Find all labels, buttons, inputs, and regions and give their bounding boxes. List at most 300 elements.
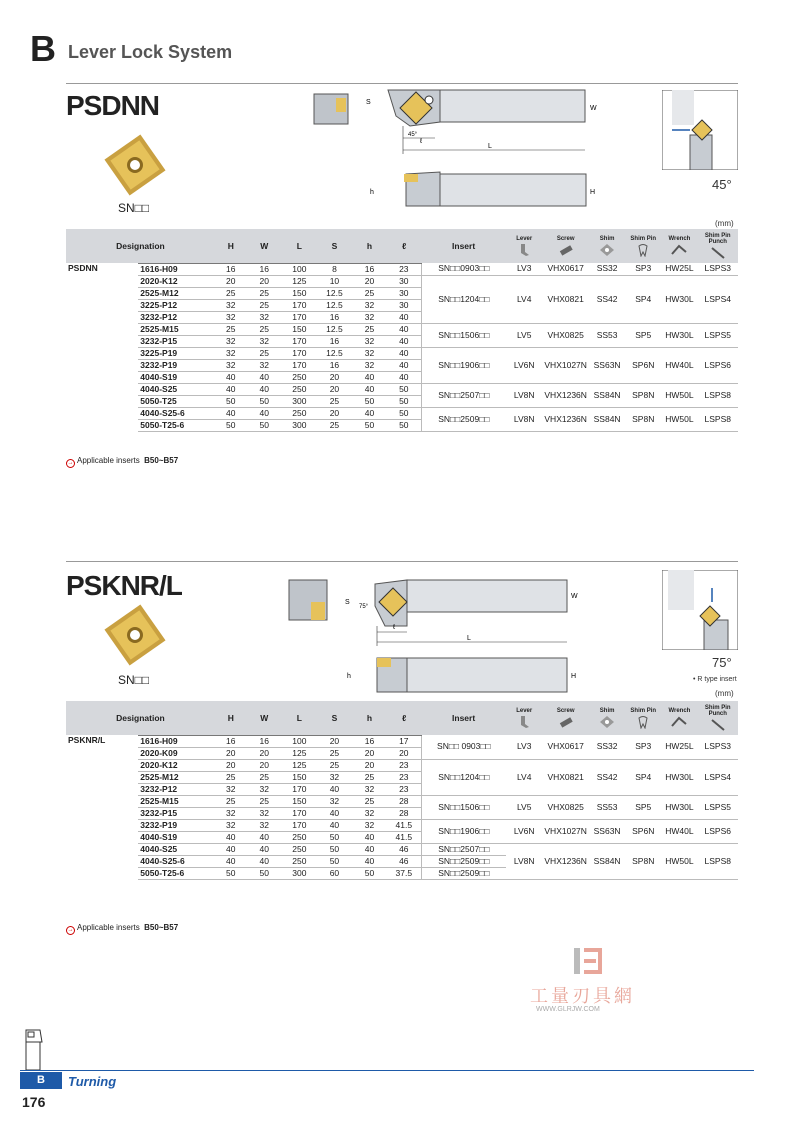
dim-h: 32 xyxy=(215,299,247,311)
dim-h: 32 xyxy=(352,335,387,347)
designation-code: 2525-M12 xyxy=(138,287,215,299)
dim-l: 170 xyxy=(282,359,317,371)
section-tab: B xyxy=(20,1072,62,1089)
designation-code: 1616-H09 xyxy=(138,735,215,747)
dim-s: 20 xyxy=(317,407,352,419)
insert-code: SN□□2507□□ xyxy=(421,843,506,855)
part-pin: SP8N xyxy=(625,383,661,407)
dim-s: S xyxy=(345,599,350,606)
col-l-upper: L xyxy=(282,229,317,263)
turning-tool-icon xyxy=(22,1028,46,1070)
dim-l: 300 xyxy=(282,395,317,407)
dim-h: h xyxy=(370,189,374,196)
spec-table-psdnn xyxy=(66,229,738,432)
part-screw: VHX0617 xyxy=(542,735,589,759)
dim-l: 28 xyxy=(387,807,421,819)
spec-table-psknr xyxy=(66,701,738,880)
col-w: W xyxy=(247,701,282,735)
dim-h: 40 xyxy=(352,855,387,867)
dim-s: 50 xyxy=(317,831,352,843)
dim-h: 40 xyxy=(215,371,247,383)
dim-h: 40 xyxy=(215,407,247,419)
dim-h: 32 xyxy=(215,311,247,323)
dim-h: 50 xyxy=(215,395,247,407)
dim-w: 20 xyxy=(247,747,282,759)
holder-drawing-psknr xyxy=(285,576,595,696)
section-title: Lever Lock System xyxy=(68,42,233,62)
dim-h: 40 xyxy=(352,831,387,843)
insert-image-psdnn xyxy=(100,130,170,200)
lever-icon xyxy=(516,243,532,257)
dim-s: 25 xyxy=(317,419,352,431)
part-pin: SP5 xyxy=(625,323,661,347)
col-insert: Insert xyxy=(421,701,506,735)
part-screw: VHX1027N xyxy=(542,347,589,383)
dim-h: 20 xyxy=(352,275,387,287)
dim-h: 32 xyxy=(352,311,387,323)
part-screw: VHX0821 xyxy=(542,759,589,795)
col-lever: Lever xyxy=(506,701,542,735)
dim-w: 40 xyxy=(247,371,282,383)
dim-l: L xyxy=(467,635,471,642)
part-punch: LSPS8 xyxy=(697,383,738,407)
dim-l: 30 xyxy=(387,299,421,311)
col-screw: Screw xyxy=(542,229,589,263)
designation-code: 4040-S19 xyxy=(138,371,215,383)
col-wrench: Wrench xyxy=(661,701,697,735)
product-title-psknr: PSKNR/L xyxy=(66,570,182,601)
dim-l: 125 xyxy=(282,759,317,771)
dim-s: 10 xyxy=(317,275,352,287)
dim-w: 32 xyxy=(247,359,282,371)
punch-icon xyxy=(710,718,726,732)
dim-h: 20 xyxy=(215,747,247,759)
part-lever: LV4 xyxy=(506,275,542,323)
designation-code: 4040-S19 xyxy=(138,831,215,843)
designation-code: 2525-M12 xyxy=(138,771,215,783)
dim-s: 25 xyxy=(317,747,352,759)
cutting-angle-diagram-psknr xyxy=(662,570,738,650)
part-wrench: HW25L xyxy=(661,263,697,275)
dim-h: 25 xyxy=(352,323,387,335)
dim-l: 46 xyxy=(387,843,421,855)
screw-icon xyxy=(558,243,574,257)
dim-h: 40 xyxy=(215,843,247,855)
dim-h: 40 xyxy=(352,371,387,383)
part-pin: SP6N xyxy=(625,819,661,843)
insert-label-psknr: SN□□ xyxy=(118,673,150,687)
designation-code: 3232-P19 xyxy=(138,819,215,831)
dim-h: 16 xyxy=(215,263,247,275)
table-row xyxy=(66,275,738,287)
dim-s: 50 xyxy=(317,843,352,855)
dim-l: 250 xyxy=(282,383,317,395)
part-wrench: HW50L xyxy=(661,407,697,431)
dim-l: 37.5 xyxy=(387,867,421,879)
series-name: PSDNN xyxy=(68,263,98,273)
dim-angle: 45° xyxy=(408,132,418,138)
designation-code: 2525-M15 xyxy=(138,795,215,807)
designation-code: 4040-S25 xyxy=(138,843,215,855)
dim-h: 32 xyxy=(352,819,387,831)
dim-hh: H xyxy=(590,189,596,196)
dim-s: 40 xyxy=(317,783,352,795)
dim-l: 40 xyxy=(387,311,421,323)
dim-w: 50 xyxy=(247,867,282,879)
part-pin: SP4 xyxy=(625,759,661,795)
dim-l: 50 xyxy=(387,407,421,419)
dim-w: 25 xyxy=(247,287,282,299)
dim-h: 20 xyxy=(215,275,247,287)
dim-h: 40 xyxy=(352,383,387,395)
dim-s: 20 xyxy=(317,371,352,383)
part-pin: SP4 xyxy=(625,275,661,323)
part-lever: LV3 xyxy=(506,735,542,759)
col-designation: Designation xyxy=(66,229,215,263)
dim-s: 12.5 xyxy=(317,323,352,335)
dim-h: 32 xyxy=(215,335,247,347)
designation-code: 3232-P12 xyxy=(138,311,215,323)
part-screw: VHX0821 xyxy=(542,275,589,323)
designation-code: 2020-K09 xyxy=(138,747,215,759)
designation-code: 5050-T25-6 xyxy=(138,867,215,879)
dim-h: 25 xyxy=(215,323,247,335)
dim-w: W xyxy=(590,105,597,112)
col-s: S xyxy=(317,229,352,263)
insert-label-psdnn: SN□□ xyxy=(118,201,150,215)
dim-h: 20 xyxy=(352,747,387,759)
col-ell: ℓ xyxy=(387,229,421,263)
part-punch: LSPS5 xyxy=(697,323,738,347)
col-wrench: Wrench xyxy=(661,229,697,263)
part-punch: LSPS4 xyxy=(697,275,738,323)
dim-h: 32 xyxy=(215,819,247,831)
dim-w: 32 xyxy=(247,819,282,831)
dim-w: 16 xyxy=(247,263,282,275)
dim-h: 32 xyxy=(352,299,387,311)
dim-h: 16 xyxy=(352,735,387,747)
insert-code: SN□□2509□□ xyxy=(421,867,506,879)
punch-icon xyxy=(710,246,726,260)
dim-l: 250 xyxy=(282,843,317,855)
part-wrench: HW30L xyxy=(661,275,697,323)
dim-l: 250 xyxy=(282,371,317,383)
dim-s: 50 xyxy=(317,855,352,867)
dim-l: 250 xyxy=(282,831,317,843)
dim-h: 25 xyxy=(352,287,387,299)
dim-h: 50 xyxy=(352,419,387,431)
dim-h: 16 xyxy=(352,263,387,275)
part-punch: LSPS8 xyxy=(697,407,738,431)
table-row xyxy=(66,735,738,747)
col-shim-pin: Shim Pin xyxy=(625,229,661,263)
part-screw: VHX0825 xyxy=(542,323,589,347)
dim-l: 50 xyxy=(387,395,421,407)
table-row xyxy=(66,263,738,275)
table-row xyxy=(66,347,738,359)
part-shim: SS32 xyxy=(589,263,625,275)
table-row xyxy=(66,407,738,419)
col-l-upper: L xyxy=(282,701,317,735)
dim-h: 25 xyxy=(352,771,387,783)
part-shim: SS42 xyxy=(589,275,625,323)
dim-h: 32 xyxy=(352,807,387,819)
part-shim: SS53 xyxy=(589,795,625,819)
dim-w: W xyxy=(571,593,578,600)
dim-l: 170 xyxy=(282,299,317,311)
part-pin: SP6N xyxy=(625,347,661,383)
part-shim: SS42 xyxy=(589,759,625,795)
dim-l: 250 xyxy=(282,407,317,419)
part-pin: SP8N xyxy=(625,843,661,879)
dim-w: 50 xyxy=(247,419,282,431)
part-pin: SP3 xyxy=(625,263,661,275)
dim-l: 40 xyxy=(387,323,421,335)
dim-h: 32 xyxy=(215,783,247,795)
dim-h: 50 xyxy=(352,395,387,407)
dim-l: 23 xyxy=(387,263,421,275)
dim-h: 25 xyxy=(215,287,247,299)
dim-l: 46 xyxy=(387,855,421,867)
designation-code: 3232-P19 xyxy=(138,359,215,371)
dim-l: 50 xyxy=(387,419,421,431)
table-row xyxy=(66,323,738,335)
screw-icon xyxy=(558,715,574,729)
dim-s: 20 xyxy=(317,383,352,395)
dim-l: 100 xyxy=(282,263,317,275)
part-punch: LSPS5 xyxy=(697,795,738,819)
cutting-angle-psknr: 75° xyxy=(712,655,732,670)
dim-l: 28 xyxy=(387,795,421,807)
dim-h: 40 xyxy=(352,843,387,855)
designation-code: 2525-M15 xyxy=(138,323,215,335)
designation-code: 5050-T25 xyxy=(138,395,215,407)
designation-code: 3232-P12 xyxy=(138,783,215,795)
insert-code: SN□□1204□□ xyxy=(421,275,506,323)
shim-icon xyxy=(599,243,615,257)
col-designation: Designation xyxy=(66,701,215,735)
dim-s: 8 xyxy=(317,263,352,275)
part-screw: VHX1027N xyxy=(542,819,589,843)
col-screw: Screw xyxy=(542,701,589,735)
dim-l: 17 xyxy=(387,735,421,747)
part-shim: SS63N xyxy=(589,347,625,383)
part-lever: LV5 xyxy=(506,323,542,347)
reference-icon: → xyxy=(67,460,74,466)
designation-code: 4040-S25 xyxy=(138,383,215,395)
insert-code: SN□□1906□□ xyxy=(421,347,506,383)
dim-h: 20 xyxy=(215,759,247,771)
table-row xyxy=(66,795,738,807)
table-row xyxy=(66,819,738,831)
part-shim: SS63N xyxy=(589,819,625,843)
dim-l: 23 xyxy=(387,771,421,783)
col-shim-pin-punch: Shim Pin Punch xyxy=(697,229,738,263)
insert-code: SN□□1906□□ xyxy=(421,819,506,843)
dim-w: 25 xyxy=(247,347,282,359)
table-row xyxy=(66,383,738,395)
part-shim: SS84N xyxy=(589,843,625,879)
section-letter: B xyxy=(30,28,56,69)
dim-s: 16 xyxy=(317,359,352,371)
dim-l: 125 xyxy=(282,275,317,287)
part-shim: SS53 xyxy=(589,323,625,347)
applicable-inserts-note: → Applicable inserts B50~B57 xyxy=(67,456,179,466)
col-w: W xyxy=(247,229,282,263)
wrench-icon xyxy=(671,715,687,729)
designation-code: 3232-P15 xyxy=(138,335,215,347)
dim-l: 50 xyxy=(387,383,421,395)
dim-s: 60 xyxy=(317,867,352,879)
insert-image-psknr xyxy=(100,600,170,670)
dim-ell: ℓ xyxy=(420,138,423,145)
part-shim: SS84N xyxy=(589,383,625,407)
dim-l: 170 xyxy=(282,335,317,347)
lever-icon xyxy=(516,715,532,729)
part-lever: LV8N xyxy=(506,383,542,407)
dim-h: 50 xyxy=(352,867,387,879)
insert-code: SN□□2509□□ xyxy=(421,855,506,867)
dim-w: 25 xyxy=(247,771,282,783)
part-wrench: HW40L xyxy=(661,347,697,383)
dim-w: 40 xyxy=(247,831,282,843)
dim-l: 23 xyxy=(387,783,421,795)
insert-code: SN□□1506□□ xyxy=(421,323,506,347)
dim-h: 50 xyxy=(215,419,247,431)
designation-code: 4040-S25-6 xyxy=(138,407,215,419)
dim-w: 40 xyxy=(247,407,282,419)
series-name: PSKNR/L xyxy=(68,735,106,745)
dim-h: 40 xyxy=(215,383,247,395)
divider xyxy=(66,83,738,84)
dim-l: 40 xyxy=(387,359,421,371)
part-wrench: HW50L xyxy=(661,843,697,879)
dim-l: 40 xyxy=(387,335,421,347)
cutting-angle-psdnn: 45° xyxy=(712,177,732,192)
units-label: (mm) xyxy=(715,689,734,698)
shim-pin-icon xyxy=(635,715,651,729)
dim-w: 25 xyxy=(247,795,282,807)
part-screw: VHX1236N xyxy=(542,407,589,431)
dim-h: 40 xyxy=(215,831,247,843)
col-h-upper: H xyxy=(215,229,247,263)
part-wrench: HW30L xyxy=(661,759,697,795)
dim-s: 12.5 xyxy=(317,287,352,299)
dim-s: S xyxy=(366,99,371,106)
dim-angle: 75° xyxy=(359,604,369,610)
designation-code: 5050-T25-6 xyxy=(138,419,215,431)
dim-w: 50 xyxy=(247,395,282,407)
part-wrench: HW30L xyxy=(661,323,697,347)
dim-s: 32 xyxy=(317,795,352,807)
dim-h: 32 xyxy=(215,359,247,371)
product-title-psdnn: PSDNN xyxy=(66,90,160,121)
holder-drawing-psdnn xyxy=(300,86,600,216)
dim-l: 30 xyxy=(387,287,421,299)
part-punch: LSPS6 xyxy=(697,347,738,383)
dim-s: 40 xyxy=(317,807,352,819)
part-wrench: HW40L xyxy=(661,819,697,843)
section-name: Turning xyxy=(68,1074,117,1089)
r-type-note: • R type insert xyxy=(693,676,737,683)
dim-h: 40 xyxy=(352,407,387,419)
dim-w: 20 xyxy=(247,275,282,287)
insert-code: SN□□ 0903□□ xyxy=(421,735,506,759)
dim-l: 170 xyxy=(282,347,317,359)
table-row xyxy=(66,843,738,855)
part-screw: VHX1236N xyxy=(542,843,589,879)
dim-l: 250 xyxy=(282,855,317,867)
part-lever: LV3 xyxy=(506,263,542,275)
dim-s: 16 xyxy=(317,335,352,347)
col-shim-pin: Shim Pin xyxy=(625,701,661,735)
cutting-angle-diagram-psdnn xyxy=(662,90,738,170)
reference-icon: → xyxy=(67,927,74,933)
dim-l: 150 xyxy=(282,287,317,299)
dim-l: 170 xyxy=(282,311,317,323)
dim-h: 20 xyxy=(352,759,387,771)
col-h-upper: H xyxy=(215,701,247,735)
divider xyxy=(66,561,738,562)
part-punch: LSPS3 xyxy=(697,735,738,759)
insert-code: SN□□2507□□ xyxy=(421,383,506,407)
dim-h: 32 xyxy=(352,359,387,371)
part-punch: LSPS8 xyxy=(697,843,738,879)
part-screw: VHX0825 xyxy=(542,795,589,819)
part-shim: SS84N xyxy=(589,407,625,431)
dim-h: 25 xyxy=(352,795,387,807)
dim-w: 32 xyxy=(247,807,282,819)
part-wrench: HW30L xyxy=(661,795,697,819)
dim-w: 32 xyxy=(247,311,282,323)
col-shim: Shim xyxy=(589,229,625,263)
col-ell: ℓ xyxy=(387,701,421,735)
dim-l: 150 xyxy=(282,323,317,335)
insert-code: SN□□0903□□ xyxy=(421,263,506,275)
dim-w: 32 xyxy=(247,335,282,347)
dim-w: 25 xyxy=(247,299,282,311)
wrench-icon xyxy=(671,243,687,257)
dim-h: 25 xyxy=(215,795,247,807)
watermark-text: 工量刃具網 xyxy=(530,986,635,1006)
watermark-logo-icon xyxy=(572,946,602,976)
insert-code: SN□□2509□□ xyxy=(421,407,506,431)
units-label: (mm) xyxy=(715,219,734,228)
dim-l: 170 xyxy=(282,819,317,831)
dim-l: 150 xyxy=(282,795,317,807)
designation-code: 3225-P19 xyxy=(138,347,215,359)
dim-h: 32 xyxy=(215,807,247,819)
dim-h: h xyxy=(347,673,351,680)
footer-rule xyxy=(20,1070,754,1071)
part-screw: VHX0617 xyxy=(542,263,589,275)
col-insert: Insert xyxy=(421,229,506,263)
dim-l: L xyxy=(488,143,492,150)
dim-l: 41.5 xyxy=(387,819,421,831)
dim-l: 41.5 xyxy=(387,831,421,843)
designation-code: 2020-K12 xyxy=(138,759,215,771)
dim-w: 20 xyxy=(247,759,282,771)
dim-l: 100 xyxy=(282,735,317,747)
part-pin: SP3 xyxy=(625,735,661,759)
dim-ell: ℓ xyxy=(393,624,396,631)
designation-code: 2020-K12 xyxy=(138,275,215,287)
part-lever: LV6N xyxy=(506,819,542,843)
dim-w: 32 xyxy=(247,783,282,795)
part-lever: LV5 xyxy=(506,795,542,819)
dim-h: 50 xyxy=(215,867,247,879)
dim-s: 25 xyxy=(317,759,352,771)
